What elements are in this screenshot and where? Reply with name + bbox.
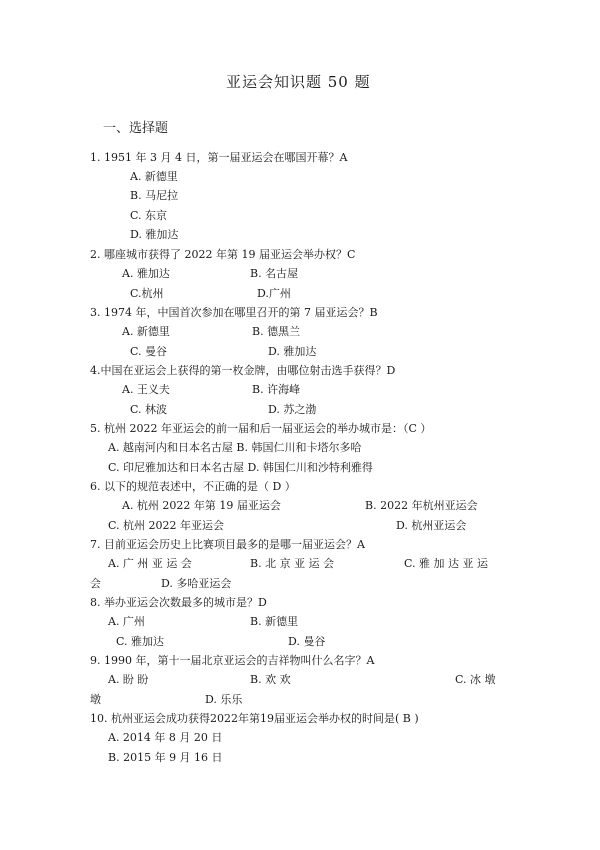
question-7: 7. 目前亚运会历史上比赛项目最多的是哪一届亚运会？A (90, 538, 365, 551)
question-1: 1. 1951 年 3 月 4 日，第一届亚运会在哪国开幕？A (90, 151, 348, 164)
q1-option-d: D. 雅加达 (130, 228, 179, 241)
q5-options-ab: A. 越南河内和日本名古屋 B. 韩国仁川和卡塔尔多哈 (108, 441, 362, 454)
question-6: 6. 以下的规范表述中，不正确的是（ D ） (90, 480, 296, 493)
q1-option-a: A. 新德里 (130, 170, 178, 183)
q2-option-d: D.广州 (257, 287, 291, 300)
q8-option-c: C. 雅加达 (116, 635, 165, 648)
q9-option-c-continued: 墩 (90, 693, 101, 706)
q3-option-d: D. 雅加达 (268, 345, 317, 358)
q9-option-c: C. 冰 墩 (455, 673, 496, 686)
section-heading: 一、选择题 (103, 121, 169, 136)
q9-option-d: D. 乐乐 (205, 693, 243, 706)
page-title: 亚运会知识题 50 题 (226, 73, 371, 91)
q4-option-c: C. 林波 (130, 403, 168, 416)
q7-option-c: C. 雅 加 达 亚 运 (404, 557, 489, 570)
q7-option-c-continued: 会 (90, 577, 101, 590)
q8-option-d: D. 曼谷 (288, 635, 326, 648)
q3-option-c: C. 曼谷 (130, 345, 168, 358)
question-5: 5. 杭州 2022 年亚运会的前一届和后一届亚运会的举办城市是：（C ） (90, 422, 432, 435)
question-3: 3. 1974 年，中国首次参加在哪里召开的第 7 届亚运会？B (90, 306, 378, 319)
q3-option-b: B. 德黑兰 (252, 325, 301, 338)
q8-option-b: B. 新德里 (250, 615, 299, 628)
q7-option-d: D. 多哈亚运会 (161, 577, 232, 590)
q1-option-c: C. 东京 (130, 209, 168, 222)
question-9: 9. 1990 年，第十一届北京亚运会的吉祥物叫什么名字？A (90, 654, 375, 667)
q9-option-a: A. 盼 盼 (108, 673, 149, 686)
q1-option-b: B. 马尼拉 (130, 189, 179, 202)
q9-option-b: B. 欢 欢 (250, 673, 291, 686)
question-10: 10. 杭州亚运会成功获得2022年第19届亚运会举办权的时间是( B ) (90, 712, 419, 725)
q6-option-c: C. 杭州 2022 年亚运会 (108, 519, 225, 532)
q7-option-b: B. 北 京 亚 运 会 (250, 557, 335, 570)
q4-option-d: D. 苏之渤 (268, 403, 317, 416)
q5-options-cd: C. 印尼雅加达和日本名古屋 D. 韩国仁川和沙特利雅得 (108, 461, 373, 474)
q7-option-a: A. 广 州 亚 运 会 (108, 557, 192, 570)
q3-option-a: A. 新德里 (122, 325, 170, 338)
q10-option-a: A. 2014 年 8 月 20 日 (108, 731, 223, 744)
q4-option-a: A. 王义夫 (122, 383, 170, 396)
q6-option-b: B. 2022 年杭州亚运会 (365, 499, 478, 512)
q2-option-a: A. 雅加达 (122, 267, 170, 280)
question-4: 4.中国在亚运会上获得的第一枚金牌，由哪位射击选手获得？D (90, 364, 396, 377)
q4-option-b: B. 许海峰 (252, 383, 301, 396)
q6-option-a: A. 杭州 2022 年第 19 届亚运会 (122, 499, 281, 512)
question-8: 8. 举办亚运会次数最多的城市是？D (90, 596, 267, 609)
q8-option-a: A. 广州 (108, 615, 145, 628)
q10-option-b: B. 2015 年 9 月 16 日 (108, 751, 223, 764)
q2-option-b: B. 名古屋 (250, 267, 299, 280)
question-2: 2. 哪座城市获得了 2022 年第 19 届亚运会举办权？C (90, 248, 356, 261)
q6-option-d: D. 杭州亚运会 (396, 519, 467, 532)
q2-option-c: C.杭州 (130, 287, 164, 300)
